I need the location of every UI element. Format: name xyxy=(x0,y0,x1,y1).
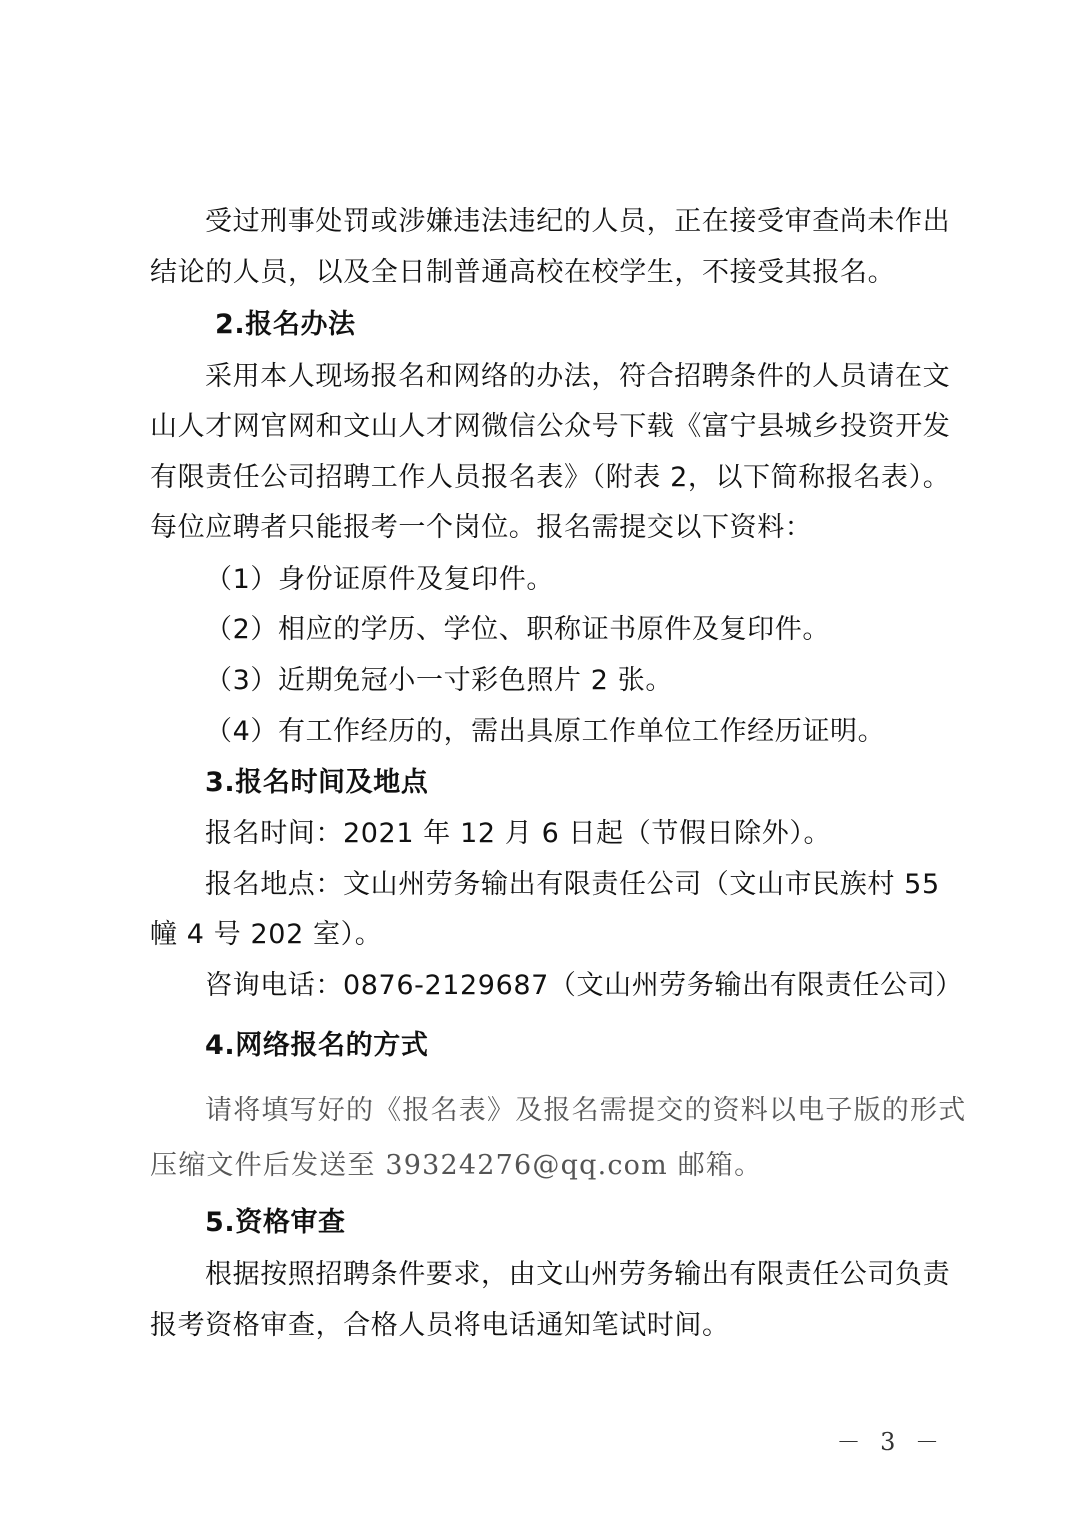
list-item: （4）有工作经历的，需出具原工作单位工作经历证明。 xyxy=(205,716,886,747)
paragraph-line: 幢 4 号 202 室）。 xyxy=(150,919,383,950)
paragraph-line: 有限责任公司招聘工作人员报名表》（附表 2，以下简称报名表）。 xyxy=(150,462,951,493)
paragraph-line: 报名地点：文山州劳务输出有限责任公司（文山市民族村 55 xyxy=(205,869,940,900)
paragraph-line: 山人才网官网和文山人才网微信公众号下载《富宁县城乡投资开发 xyxy=(150,411,951,442)
paragraph-line: 采用本人现场报名和网络的办法，符合招聘条件的人员请在文 xyxy=(205,361,951,392)
paragraph-line: 受过刑事处罚或涉嫌违法违纪的人员，正在接受审查尚未作出 xyxy=(205,206,951,237)
page-number: － 3 － xyxy=(836,1428,945,1456)
list-item: （3）近期免冠小一寸彩色照片 2 张。 xyxy=(205,665,673,696)
list-item: （2）相应的学历、学位、职称证书原件及复印件。 xyxy=(205,614,830,645)
paragraph-line: 报名时间：2021 年 12 月 6 日起（节假日除外）。 xyxy=(205,818,832,849)
section-heading-5: 5.资格审查 xyxy=(205,1207,346,1238)
paragraph-line: 咨询电话：0876-2129687（文山州劳务输出有限责任公司） xyxy=(205,970,963,1001)
paragraph-line: 请将填写好的《报名表》及报名需提交的资料以电子版的形式 xyxy=(205,1095,967,1126)
section-heading-2: 2.报名办法 xyxy=(215,309,356,340)
paragraph-line: 结论的人员，以及全日制普通高校在校学生，不接受其报名。 xyxy=(150,257,896,288)
paragraph-line: 报考资格审查，合格人员将电话通知笔试时间。 xyxy=(150,1310,730,1341)
paragraph-line: 根据按照招聘条件要求，由文山州劳务输出有限责任公司负责 xyxy=(205,1259,951,1290)
list-item: （1）身份证原件及复印件。 xyxy=(205,564,554,595)
section-heading-4: 4.网络报名的方式 xyxy=(205,1030,429,1061)
paragraph-line: 每位应聘者只能报考一个岗位。报名需提交以下资料： xyxy=(150,512,813,543)
section-heading-3: 3.报名时间及地点 xyxy=(205,767,429,798)
paragraph-line: 压缩文件后发送至 39324276@qq.com 邮箱。 xyxy=(150,1150,763,1181)
